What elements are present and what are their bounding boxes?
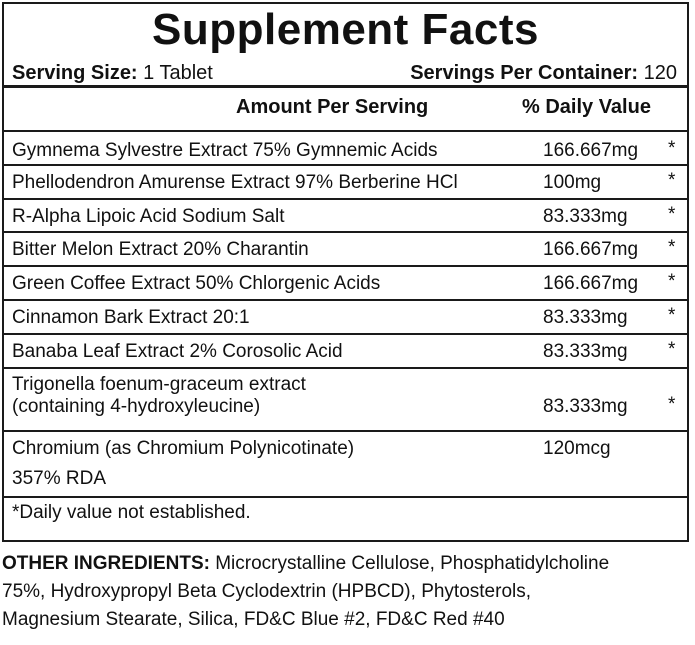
ingredient-row <box>4 166 687 200</box>
amount-header: Amount Per Serving <box>236 96 429 118</box>
ingredient-row <box>4 432 687 498</box>
ingredient-amount: 83.333mg <box>543 341 628 362</box>
ingredient-name: Cinnamon Bark Extract 20:1 <box>12 307 250 328</box>
ingredient-amount: 83.333mg <box>543 307 628 328</box>
ingredient-row <box>4 369 687 432</box>
ingredient-dv: * <box>668 138 676 159</box>
other-ingredients <box>2 550 692 634</box>
ingredient-subname: (containing 4-hydroxyleucine) <box>12 396 261 417</box>
ingredient-row <box>4 233 687 267</box>
ingredient-name-block <box>12 374 306 418</box>
other-ingredients-text-3: Magnesium Stearate, Silica, FD&C Blue #2, FD&C Red #40 <box>2 609 505 630</box>
supplement-facts-panel <box>2 2 689 542</box>
footnote <box>4 498 687 530</box>
other-ingredients-line-1 <box>2 550 692 578</box>
column-headers <box>4 88 687 132</box>
other-ingredients-label: OTHER INGREDIENTS: <box>2 553 210 574</box>
ingredient-name: Gymnema Sylvestre Extract 75% Gymnemic Acids <box>12 140 438 161</box>
ingredient-amount: 166.667mg <box>543 273 639 294</box>
serving-size-label: Serving Size: <box>12 62 138 84</box>
ingredient-name: Phellodendron Amurense Extract 97% Berberine HCl <box>12 172 458 193</box>
ingredient-amount: 100mg <box>543 172 602 193</box>
servings-per-container <box>410 60 677 86</box>
ingredient-row <box>4 132 687 166</box>
servings-per-container-label: Servings Per Container: <box>410 62 639 84</box>
servings-per-container-value: 120 <box>643 62 677 84</box>
serving-info <box>4 60 687 88</box>
ingredient-name: R-Alpha Lipoic Acid Sodium Salt <box>12 206 285 227</box>
ingredient-dv: * <box>668 394 676 415</box>
serving-size <box>12 60 213 86</box>
daily-value-header: % Daily Value <box>522 96 651 118</box>
footnote-text: *Daily value not established. <box>12 502 251 523</box>
ingredient-name: Banaba Leaf Extract 2% Corosolic Acid <box>12 341 343 362</box>
serving-size-value: 1 Tablet <box>143 62 213 84</box>
ingredient-amount: 166.667mg <box>543 239 639 260</box>
ingredient-dv: * <box>668 170 676 191</box>
ingredient-dv: * <box>668 204 676 225</box>
ingredient-amount: 166.667mg <box>543 140 639 161</box>
panel-title: Supplement Facts <box>152 5 539 54</box>
other-ingredients-text-1: Microcrystalline Cellulose, Phosphatidylcholine <box>215 553 610 574</box>
ingredient-name: Bitter Melon Extract 20% Charantin <box>12 239 309 260</box>
other-ingredients-text-2: 75%, Hydroxypropyl Beta Cyclodextrin (HPBCD), Phytosterols, <box>2 581 532 602</box>
ingredient-row <box>4 267 687 301</box>
ingredient-name: Chromium (as Chromium Polynicotinate) <box>12 438 355 459</box>
ingredient-name-block <box>12 438 354 490</box>
ingredient-dv: * <box>668 271 676 292</box>
ingredient-amount: 120mcg <box>543 438 611 459</box>
ingredient-dv: * <box>668 305 676 326</box>
ingredient-amount: 83.333mg <box>543 206 628 227</box>
ingredient-name: Green Coffee Extract 50% Chlorgenic Acids <box>12 273 381 294</box>
ingredient-row <box>4 335 687 369</box>
ingredient-name: Trigonella foenum-graceum extract <box>12 374 306 395</box>
ingredient-rda: 357% RDA <box>12 468 106 489</box>
ingredient-dv: * <box>668 237 676 258</box>
ingredient-dv: * <box>668 339 676 360</box>
ingredient-row <box>4 200 687 233</box>
ingredient-amount: 83.333mg <box>543 396 628 417</box>
ingredient-row <box>4 301 687 335</box>
